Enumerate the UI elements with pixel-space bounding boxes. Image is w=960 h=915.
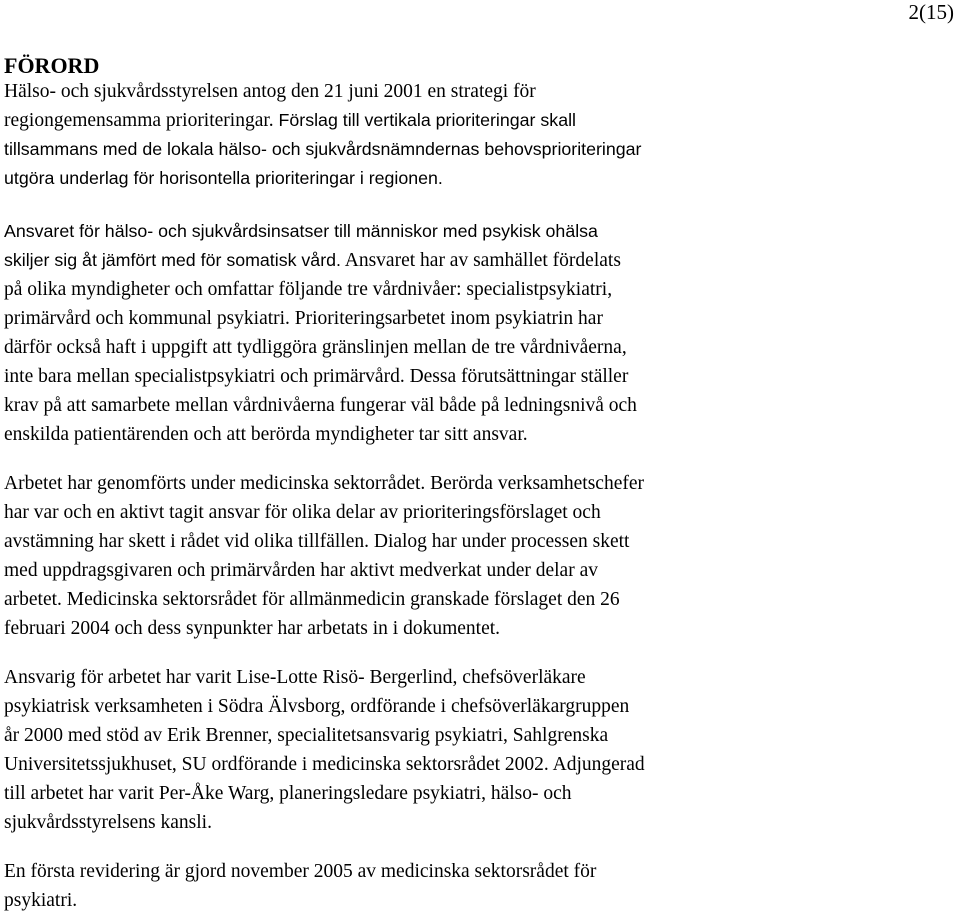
page-number: 2(15) xyxy=(908,0,954,24)
section-heading: FÖRORD xyxy=(4,53,100,78)
document-body xyxy=(4,52,954,915)
paragraph-1 xyxy=(4,77,954,193)
paragraph-4: Ansvarig för arbetet har varit Lise-Lotte Risö- Bergerlind, chefsöverläkare psykiatrisk verksamheten i Södra Älvsborg, ordförande i chefsöverläkargruppen år 2000 med stöd av Erik Brenner, specialitetsansvarig psykiatri, Sahlgrenska Universitetssjukhuset, SU ordförande i medicinska sektorsrådet 2002. Adjungerad till arbetet har varit Per-Åke Warg, planeringsledare psykiatri, hälso- och sjukvårdsstyrelsens kansli. xyxy=(4,667,645,833)
paragraph-2-sans-text: Ansvaret för hälso- och sjukvårdsinsatser till människor med psykisk ohälsa skiljer sig åt jämfört med för somatisk vård. xyxy=(4,221,598,270)
paragraph-3: Arbetet har genomförts under medicinska sektorrådet. Berörda verksamhetschefer har var och en aktivt tagit ansvar för olika delar av prioriteringsförslaget och avstämning har skett i rådet vid olika tillfällen. Dialog har under processen skett med uppdragsgivaren och primärvården har aktivt medverkat under delar av arbetet. Medicinska sektorsrådet för allmänmedicin granskade förslaget den 26 februari 2004 och dess synpunkter har arbetats in i dokumentet. xyxy=(4,473,644,639)
paragraph-2 xyxy=(4,217,954,449)
paragraph-1-serif-text: Hälso- och sjukvårdsstyrelsen antog den 21 juni 2001 en strategi för regiongemensamma prioriteringar. xyxy=(4,81,536,131)
paragraph-5: En första revidering är gjord november 2005 av medicinska sektorsrådet för psykiatri. xyxy=(4,861,597,911)
paragraph-2-serif-text: Ansvaret har av samhället fördelats på olika myndigheter och omfattar följande tre vårdnivåer: specialistpsykiatri, primärvård och kommunal psykiatri. Prioriteringsarbetet inom psykiatrin har därför också haft i uppgift att tydliggöra gränslinjen mellan de tre vårdnivåerna, inte bara mellan specialistpsykiatri och primärvård. Dessa förutsättningar ställer krav på att samarbete mellan vårdnivåerna fungerar väl både på ledningsnivå och enskilda patientärenden och att berörda myndigheter tar sitt ansvar. xyxy=(4,250,637,445)
paragraph-1-sans-text: Förslag till vertikala prioriteringar skall tillsammans med de lokala hälso- och sjukvårdsnämndernas behovsprioriteringar utgöra underlag för horisontella prioriteringar i regionen. xyxy=(4,110,642,188)
